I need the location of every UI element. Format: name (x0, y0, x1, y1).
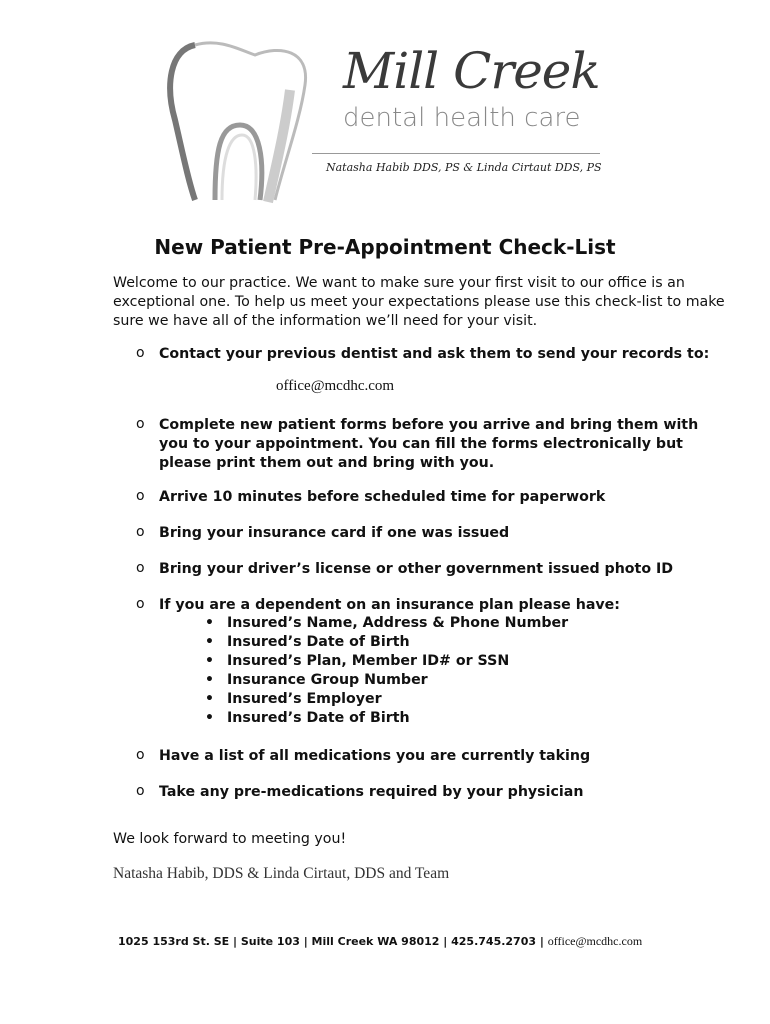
item-text: you to your appointment. You can fill the forms electronically but (159, 436, 683, 453)
item-text: Bring your insurance card if one was issued (159, 525, 510, 541)
page-title: New Patient Pre-Appointment Check-List (154, 235, 616, 259)
checkbox-circle-icon: o (136, 783, 145, 799)
logo-tagline: dental health care (343, 103, 581, 133)
sub-item: Insurance Group Number (227, 672, 428, 688)
checkbox-circle-icon: o (136, 747, 145, 763)
item-text: Contact your previous dentist and ask them to send your records to: (159, 346, 710, 362)
sub-item: Insured’s Date of Birth (227, 710, 410, 726)
checkbox-circle-icon: o (136, 596, 145, 612)
bullet-icon: • (205, 691, 214, 707)
item-text: Take any pre-medications required by your physician (159, 784, 584, 800)
signature: Natasha Habib, DDS & Linda Cirtaut, DDS and Team (113, 865, 450, 882)
logo-doctors: Natasha Habib DDS, PS & Linda Cirtaut DDS, PS (326, 161, 602, 174)
logo-name: Mill Creek (343, 42, 600, 100)
logo-divider (312, 153, 600, 154)
checkbox-circle-icon: o (136, 416, 145, 432)
sub-item: Insured’s Date of Birth (227, 634, 410, 650)
intro-line: exceptional one. To help us meet your expectations please use this check-list to make (113, 294, 725, 311)
bullet-icon: • (205, 653, 214, 669)
sub-item: Insured’s Plan, Member ID# or SSN (227, 653, 510, 669)
bullet-icon: • (205, 615, 214, 631)
intro-line: Welcome to our practice. We want to make sure your first visit to our office is an (113, 275, 685, 291)
intro (113, 274, 725, 332)
item-text: Have a list of all medications you are currently taking (159, 748, 591, 764)
bullet-icon: • (205, 634, 214, 650)
sub-item: Insured’s Name, Address & Phone Number (227, 615, 569, 631)
item-text: Bring your driver’s license or other government issued photo ID (159, 561, 674, 577)
checkbox-circle-icon: o (136, 488, 145, 504)
checkbox-circle-icon: o (136, 560, 145, 576)
item-text: please print them out and bring with you. (159, 455, 495, 472)
tooth-icon (160, 30, 330, 205)
sub-item: Insured’s Employer (227, 691, 382, 707)
footer (118, 934, 642, 949)
checkbox-circle-icon: o (136, 524, 145, 540)
item-text: Complete new patient forms before you arrive and bring them with (159, 417, 699, 433)
intro-line: sure we have all of the information we’ll need for your visit. (113, 313, 538, 330)
footer-email[interactable]: office@mcdhc.com (547, 934, 643, 948)
bullet-icon: • (205, 672, 214, 688)
email-link[interactable]: office@mcdhc.com (276, 378, 395, 394)
footer-address: 1025 153rd St. SE | Suite 103 | Mill Creek WA 98012 | 425.745.2703 | (118, 935, 548, 948)
closing-text: We look forward to meeting you! (113, 831, 347, 847)
item-text: If you are a dependent on an insurance plan please have: (159, 597, 620, 613)
bullet-icon: • (205, 710, 214, 726)
checkbox-circle-icon: o (136, 345, 145, 361)
item-text: Arrive 10 minutes before scheduled time for paperwork (159, 489, 606, 505)
